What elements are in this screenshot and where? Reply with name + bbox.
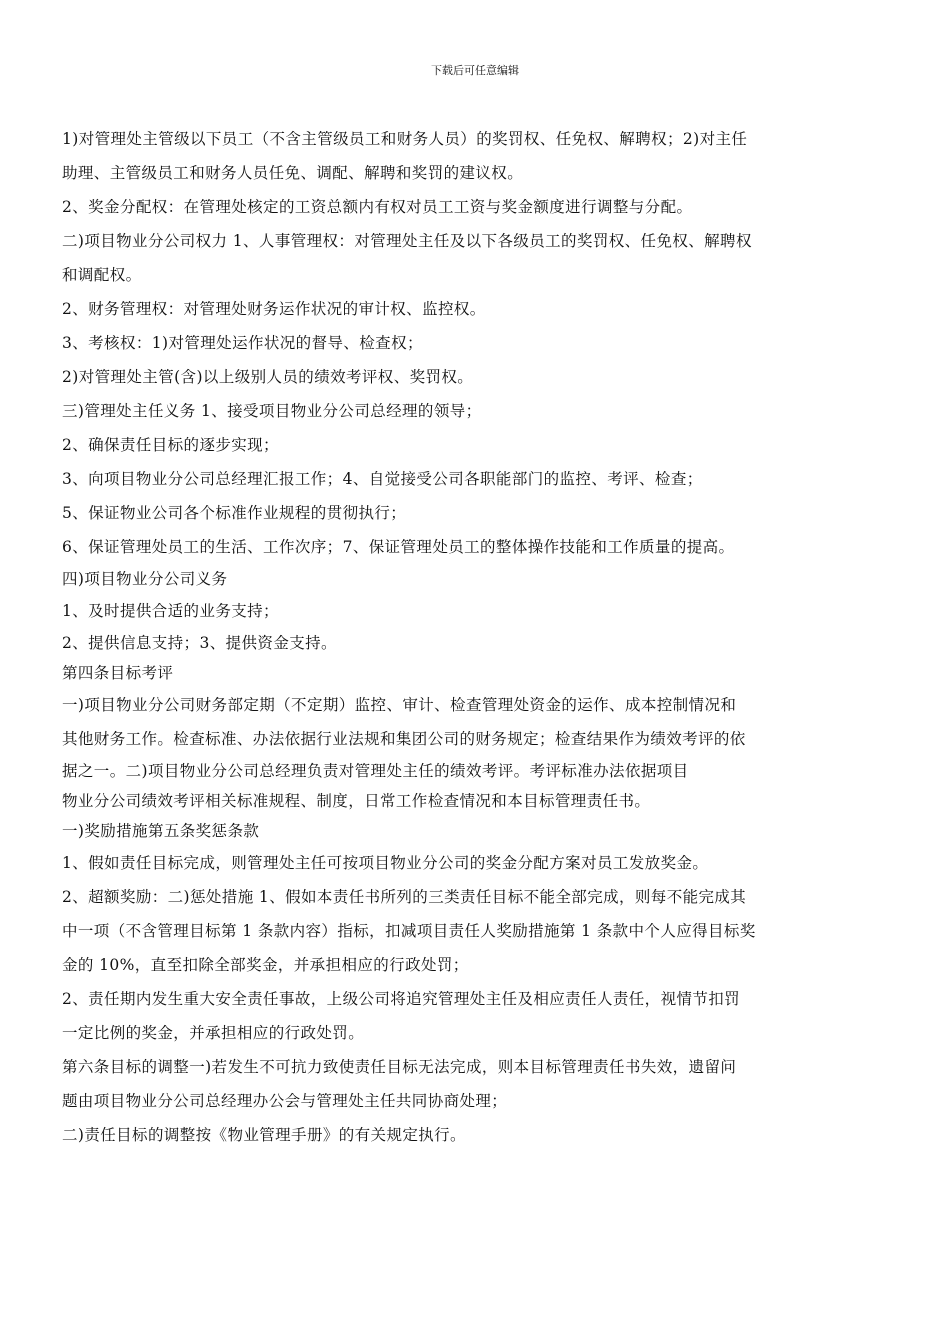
text-line: 1)对管理处主管级以下员工（不含主管级员工和财务人员）的奖罚权、任免权、解聘权；2)对主任	[62, 130, 748, 148]
text-line: 题由项目物业分公司总经理办公会与管理处主任共同协商处理；	[62, 1092, 508, 1110]
text-line: 2、超额奖励：二)惩处措施 1、假如本责任书所列的三类责任目标不能全部完成，则每不能完成其	[62, 888, 747, 906]
text-line: 物业分公司绩效考评相关标准规程、制度，日常工作检查情况和本目标管理责任书。	[62, 792, 651, 810]
text-line: 其他财务工作。检查标准、办法依据行业法规和集团公司的财务规定；检查结果作为绩效考评的依	[62, 730, 746, 748]
text-line: 第四条目标考评	[62, 664, 174, 682]
text-line: 5、保证物业公司各个标准作业规程的贯彻执行；	[62, 504, 407, 522]
text-line: 1、及时提供合适的业务支持；	[62, 602, 279, 620]
header-note: 下载后可任意编辑	[431, 64, 519, 77]
text-line: 助理、主管级员工和财务人员任免、调配、解聘和奖罚的建议权。	[62, 164, 524, 182]
text-line: 2、确保责任目标的逐步实现；	[62, 436, 279, 454]
text-line: 一)奖励措施第五条奖惩条款	[62, 822, 260, 840]
text-line: 金的 10%，直至扣除全部奖金，并承担相应的行政处罚；	[62, 956, 469, 974]
text-line: 2、提供信息支持；3、提供资金支持。	[62, 634, 337, 652]
document-body	[62, 122, 892, 1152]
text-line: 据之一。二)项目物业分公司总经理负责对管理处主任的绩效考评。考评标准办法依据项目	[62, 762, 689, 780]
text-line: 2)对管理处主管(含)以上级别人员的绩效考评权、奖罚权。	[62, 368, 474, 386]
text-line: 2、奖金分配权：在管理处核定的工资总额内有权对员工工资与奖金额度进行调整与分配。	[62, 198, 693, 216]
text-line: 二)项目物业分公司权力 1、人事管理权：对管理处主任及以下各级员工的奖罚权、任免权、解聘权	[62, 232, 752, 250]
text-line: 一定比例的奖金，并承担相应的行政处罚。	[62, 1024, 365, 1042]
text-line: 3、向项目物业分公司总经理汇报工作；4、自觉接受公司各职能部门的监控、考评、检查；	[62, 470, 703, 488]
text-line: 6、保证管理处员工的生活、工作次序；7、保证管理处员工的整体操作技能和工作质量的提高。	[62, 538, 735, 556]
text-line: 和调配权。	[62, 266, 142, 284]
text-line: 三)管理处主任义务 1、接受项目物业分公司总经理的领导；	[62, 402, 482, 420]
text-line: 一)项目物业分公司财务部定期（不定期）监控、审计、检查管理处资金的运作、成本控制情况和	[62, 696, 737, 714]
text-line: 第六条目标的调整一)若发生不可抗力致使责任目标无法完成，则本目标管理责任书失效，遗留问	[62, 1058, 737, 1076]
text-line: 2、财务管理权：对管理处财务运作状况的审计权、监控权。	[62, 300, 486, 318]
text-line: 1、假如责任目标完成，则管理处主任可按项目物业分公司的奖金分配方案对员工发放奖金。	[62, 854, 709, 872]
text-line: 四)项目物业分公司义务	[62, 570, 228, 588]
text-line: 二)责任目标的调整按《物业管理手册》的有关规定执行。	[62, 1126, 466, 1144]
text-line: 2、责任期内发生重大安全责任事故，上级公司将追究管理处主任及相应责任人责任，视情节扣罚	[62, 990, 741, 1008]
text-line: 中一项（不含管理目标第 1 条款内容）指标，扣减项目责任人奖励措施第 1 条款中个人应得目标奖	[62, 922, 756, 940]
text-line: 3、考核权：1)对管理处运作状况的督导、检查权；	[62, 334, 423, 352]
